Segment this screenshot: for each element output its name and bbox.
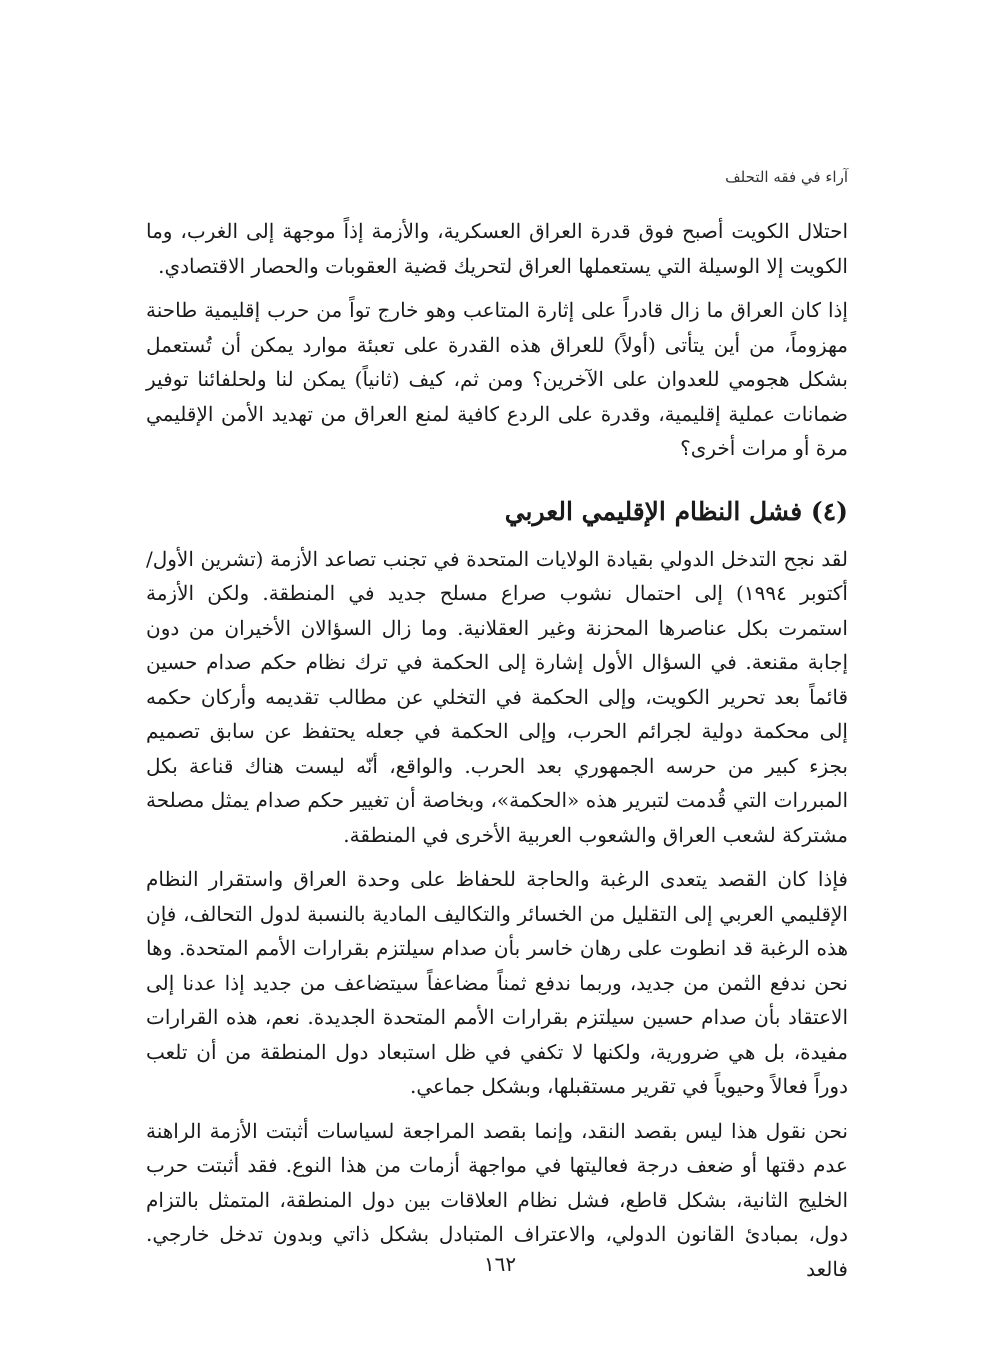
section-heading: (٤) فشل النظام الإقليمي العربي — [504, 496, 848, 526]
running-header: آراء في فقه التحلف — [725, 168, 848, 186]
paragraph-1: احتلال الكويت أصبح فوق قدرة العراق العسكرية، والأزمة إذاً موجهة إلى الغرب، وما الكويت إلا الوسيلة التي يستعملها العراق لتحريك قضية العقوبات والحصار الاقتصادي. — [146, 219, 848, 278]
page-number: ١٦٢ — [483, 1252, 517, 1276]
paragraph-2: إذا كان العراق ما زال قادراً على إثارة المتاعب وهو خارج تواً من حرب إقليمية طاحنة مهزوماً، من أين يتأتى (أولاً) للعراق هذه القدرة على تعبئة موارد يمكن أن تُستعمل بشكل هجومي للعدوان على الآخرين؟ ومن ثم، كيف (ثانياً) يمكن لنا ولحلفائنا توفير ضمانات عملية إقليمية، وقدرة على الردع كافية لمنع العراق من تهديد الأمن الإقليمي مرة أو مرات أخرى؟ — [146, 298, 848, 460]
paragraph-5: نحن نقول هذا ليس بقصد النقد، وإنما بقصد المراجعة لسياسات أثبتت الأزمة الراهنة عدم دقتها أو ضعف درجة فعاليتها في مواجهة أزمات من هذا النوع. فقد أثبتت حرب الخليج الثانية، بشكل قاطع، فشل نظام العلاقات بين دول المنطقة، المتمثل بالتزام دول، بمبادئ القانون الدولي، والاعتراف المتبادل بشكل ذاتي وبدون تدخل خارجي. فالعد — [146, 1118, 848, 1281]
paragraph-3: لقد نجح التدخل الدولي بقيادة الولايات المتحدة في تجنب تصاعد الأزمة (تشرين الأول/ أكتوبر ١٩٩٤) إلى احتمال نشوب صراع مسلح جديد في المنطقة. ولكن الأزمة استمرت بكل عناصرها المحزنة وغير العقلانية. وما زال السؤالان الأخيران من دون إجابة مقنعة. في السؤال الأول إشارة إلى الحكمة في ترك نظام حكم صدام حسين قائماً بعد تحرير الكويت، وإلى الحكمة في التخلي عن مطالب تقديمه وأركان حكمه إلى محكمة دولية لجرائم الحرب، وإلى الحكمة في جعله يحتفظ عن سابق تصميم بجزء كبير من حرسه الجمهوري بعد الحرب. والواقع، أنّه ليست هناك قناعة بكل المبررات التي قُدمت لتبرير هذه «الحكمة»، وبخاصة أن تغيير حكم صدام يمثل مصلحة مشتركة لشعب العراق والشعوب العربية الأخرى في المنطقة. — [146, 546, 848, 847]
body-text — [146, 214, 848, 1296]
paragraph-4: فإذا كان القصد يتعدى الرغبة والحاجة للحفاظ على وحدة العراق واستقرار النظام الإقليمي العربي إلى التقليل من الخسائر والتكاليف المادية بالنسبة لدول التحالف، فإن هذه الرغبة قد انطوت على رهان خاسر بأن صدام سيلتزم بقرارات الأمم المتحدة. وها نحن ندفع الثمن من جديد، وربما ندفع ثمناً مضاعفاً سيتضاعف من جديد إذا عدنا إلى الاعتقاد بأن صدام حسين سيلتزم بقرارات الأمم المتحدة الجديدة. نعم، هذه القرارات مفيدة، بل هي ضرورية، ولكنها لا تكفي في ظل استبعاد دول المنطقة من أن تلعب دوراً فعالاً وحيوياً في تقرير مستقبلها، وبشكل جماعي. — [146, 867, 848, 1098]
